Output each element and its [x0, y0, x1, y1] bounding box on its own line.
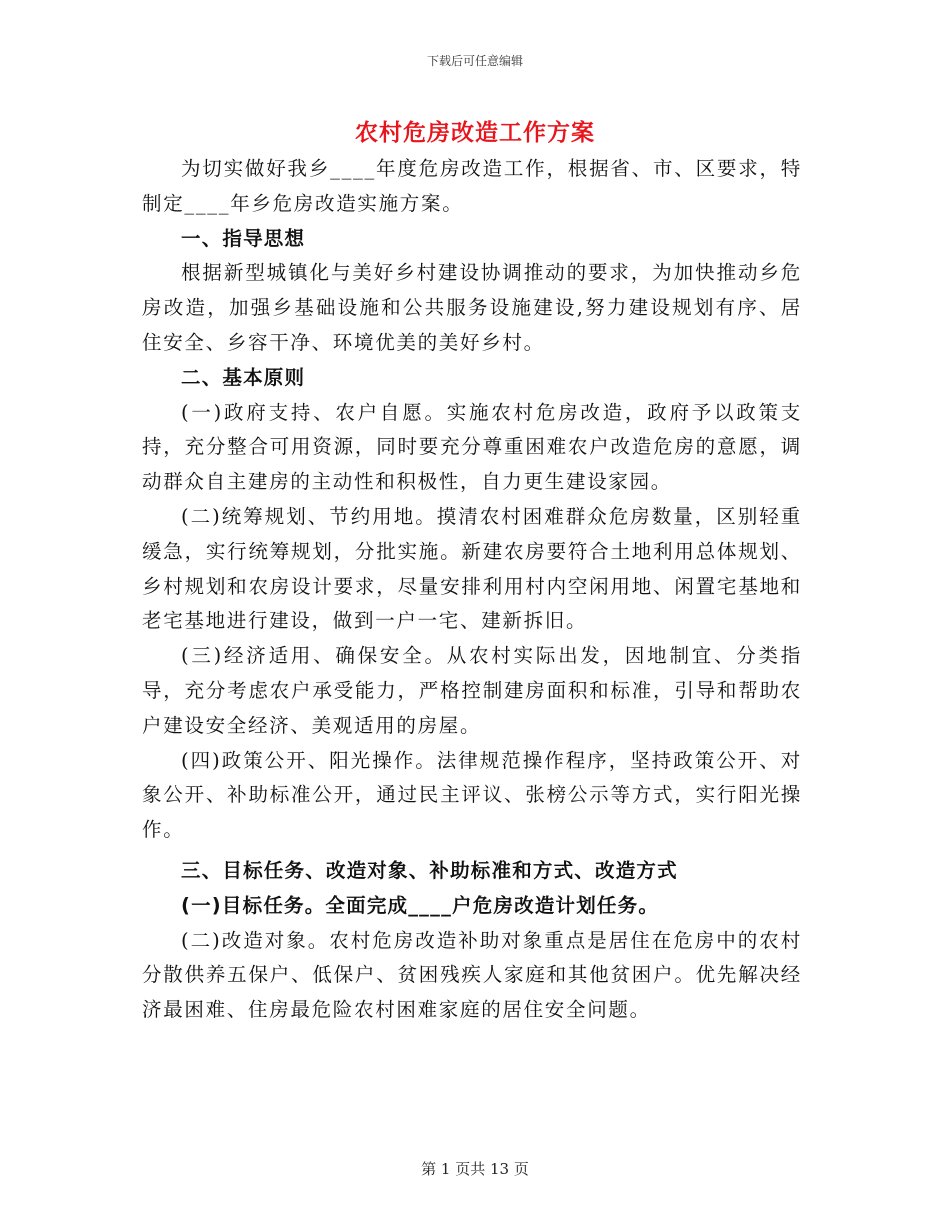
principle-paragraph-2: (二)统筹规划、节约用地。摸清农村困难群众危房数量，区别轻重缓急，实行统筹规划，分批实施。新建农房要符合土地利用总体规划、乡村规划和农房设计要求，尽量安排利用村内空闲用地、闲置宅基地和老宅基地进行建设，做到一户一宅、建新拆旧。: [142, 504, 802, 633]
section-heading-basic-principles: 二、基本原则: [181, 365, 306, 389]
principle-paragraph-4: (四)政策公开、阳光操作。法律规范操作程序，坚持政策公开、对象公开、补助标准公开，通过民主评议、张榜公示等方式，实行阳光操作。: [142, 748, 802, 842]
section-heading-guiding-ideology: 一、指导思想: [181, 226, 306, 250]
principle-paragraph-3: (三)经济适用、确保安全。从农村实际出发，因地制宜、分类指导，充分考虑农户承受能力，严格控制建房面积和标准，引导和帮助农户建设安全经济、美观适用的房屋。: [142, 644, 802, 737]
subheading-target-task: (一)目标任务。全面完成____户危房改造计划任务。: [181, 893, 660, 917]
document-title: 农村危房改造工作方案: [355, 119, 595, 146]
principle-paragraph-1: (一)政府支持、农户自愿。实施农村危房改造，政府予以政策支持，充分整合可用资源，同时要充分尊重困难农户改造危房的意愿，调动群众自主建房的主动性和积极性，自力更生建设家园。: [142, 400, 802, 494]
header-note: 下载后可任意编辑: [426, 54, 523, 68]
intro-paragraph: 为切实做好我乡____年度危房改造工作，根据省、市、区要求，特制定____年乡危房改造实施方案。: [142, 157, 802, 215]
renovation-target-paragraph: (二)改造对象。农村危房改造补助对象重点是居住在危房中的农村分散供养五保户、低保户、贫困残疾人家庭和其他贫困户。优先解决经济最困难、住房最危险农村困难家庭的居住安全问题。: [142, 928, 802, 1022]
page-number-footer: 第 1 页共 13 页: [421, 1160, 529, 1178]
guiding-ideology-paragraph: 根据新型城镇化与美好乡村建设协调推动的要求，为加快推动乡危房改造，加强乡基础设施和公共服务设施建设,努力建设规划有序、居住安全、乡容干净、环境优美的美好乡村。: [142, 261, 802, 354]
section-heading-targets: 三、目标任务、改造对象、补助标准和方式、改造方式: [181, 858, 678, 882]
document-body: [142, 152, 802, 1028]
